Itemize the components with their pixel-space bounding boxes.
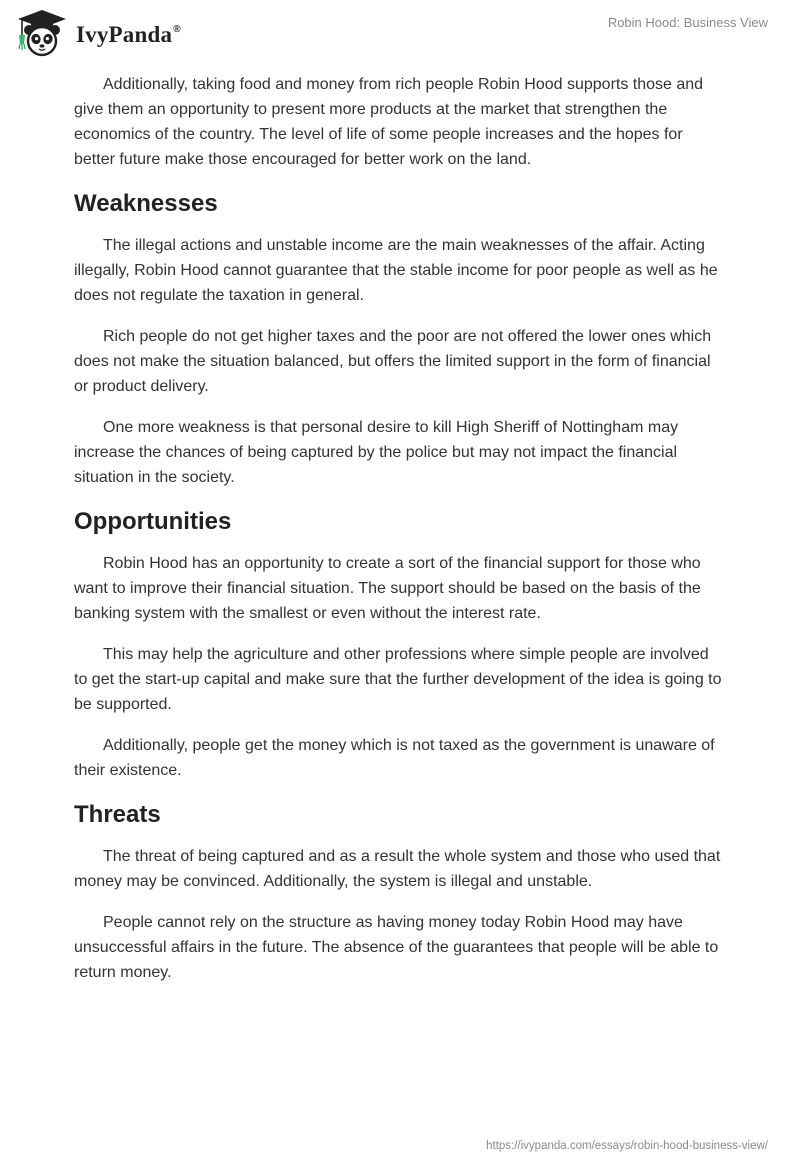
registered-mark: ® [173,24,181,35]
source-url[interactable]: https://ivypanda.com/essays/robin-hood-business-view/ [486,1140,768,1152]
section-heading-weaknesses: Weaknesses [74,190,218,217]
paragraph: People cannot rely on the structure as having money today Robin Hood may have unsuccessful affairs in the future. The absence of the guarantees that people will be able to return money. [74,914,719,981]
page-header [0,0,800,66]
section-heading-opportunities: Opportunities [74,508,232,535]
paragraph: The illegal actions and unstable income are the main weaknesses of the affair. Acting illegally, Robin Hood cannot guarantee that the stable income for poor people as well as he does not regulate the taxation in general. [74,237,718,304]
brand-name: IvyPanda® [76,22,181,47]
paragraph: The threat of being captured and as a result the whole system and those who used that money may be convinced. Additionally, the system is illegal and unstable. [74,848,721,890]
paragraph: Rich people do not get higher taxes and the poor are not offered the lower ones which does not make the situation balanced, but offers the limited support in the form of financial or product delivery. [74,328,712,395]
paragraph: Robin Hood has an opportunity to create a sort of the financial support for those who want to improve their financial situation. The support should be based on the basis of the banking system with the smallest or even without the interest rate. [74,555,701,622]
paragraph: This may help the agriculture and other professions where simple people are involved to get the start-up capital and make sure that the further development of the idea is going to be supported. [74,646,722,713]
panda-graduate-logo-icon [16,8,68,58]
paragraph: One more weakness is that personal desire to kill High Sheriff of Nottingham may increase the chances of being captured by the police but may not impact the financial situation in the society. [74,419,679,486]
section-heading-threats: Threats [74,801,161,828]
brand-logo[interactable] [16,8,181,58]
paragraph: Additionally, people get the money which is not taxed as the government is unaware of their existence. [74,737,715,779]
essay-body [74,72,726,1001]
paragraph: Additionally, taking food and money from rich people Robin Hood supports those and give them an opportunity to present more products at the market that strengthen the economics of the country. The level of life of some people increases and the hopes for better future make those encouraged for better work on the land. [74,76,704,168]
document-title: Robin Hood: Business View [607,15,768,30]
